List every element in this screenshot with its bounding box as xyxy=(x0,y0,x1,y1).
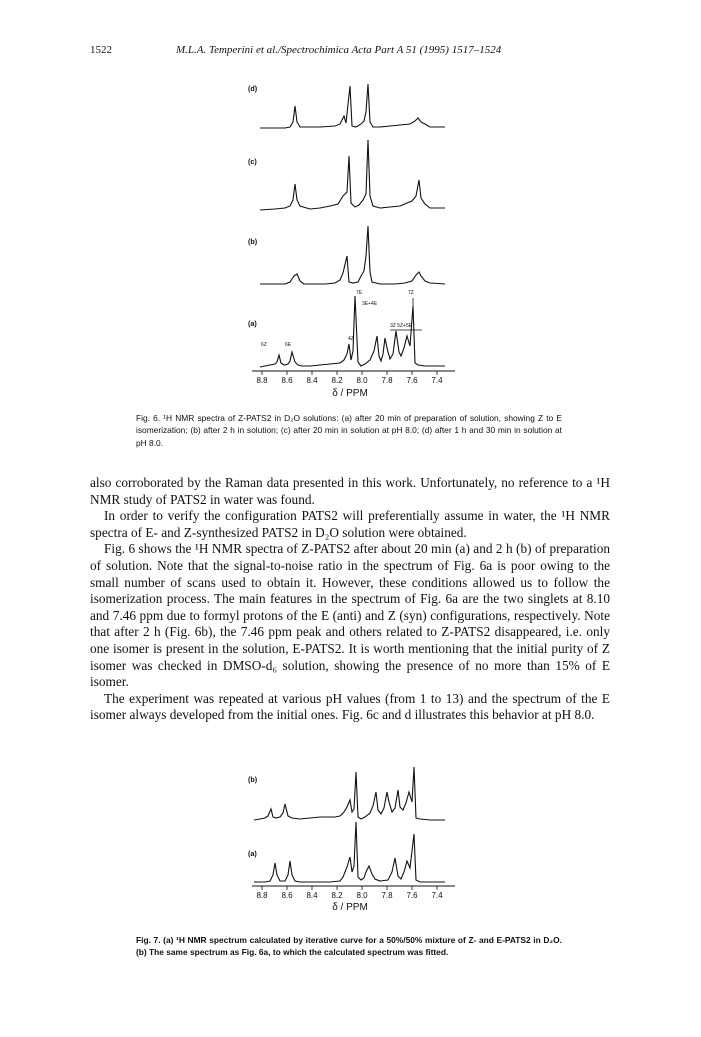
fig6-tick-label: 8.6 xyxy=(281,376,293,385)
fig6-caption-lead: Fig. 6. xyxy=(136,413,161,423)
spectrum-d xyxy=(260,84,445,128)
paragraph-1: also corroborated by the Raman data presented in this work. Unfortunately, no reference to a ¹H NMR study of PATS2 in water was found. xyxy=(90,475,610,507)
spectrum-c xyxy=(260,140,445,210)
spectrum-a xyxy=(260,296,445,367)
peak-label-6z: 6Z xyxy=(261,342,267,348)
fig7-caption-lead: Fig. 7. xyxy=(136,935,161,945)
figure-7 xyxy=(240,762,460,917)
fig7-x-axis-label: δ / PPM xyxy=(332,902,368,913)
fig6-tick-label: 8.0 xyxy=(356,376,368,385)
paragraph-4: The experiment was repeated at various pH values (from 1 to 13) and the spectrum of the E isomer always developed from the initial ones. Fig. 6c and d illustrates this behavior at pH 8.0. xyxy=(90,690,610,723)
panel-label-c: (c) xyxy=(248,157,257,166)
fig7-tick-label: 7.4 xyxy=(431,891,443,900)
fig7-caption-text: (a) ¹H NMR spectrum calculated by iterative curve for a 50%/50% mixture of Z- and E-PATS2 in D₂O. (b) The same spectrum as Fig. 6a, to which the calculated spectrum was fitted. xyxy=(136,935,562,958)
panel-label-b: (b) xyxy=(248,237,258,246)
panel-label-a: (a) xyxy=(248,319,257,328)
figure-7-spectra xyxy=(240,762,460,912)
fig6-tick-label: 8.2 xyxy=(331,376,343,385)
fig7-panel-label-b: (b) xyxy=(248,775,258,784)
peak-label-3z5z5e: 3Z 5Z+5E xyxy=(390,323,413,329)
fig7-tick-label: 8.2 xyxy=(331,891,343,900)
page-number: 1522 xyxy=(90,44,112,56)
fig6-x-axis-label: δ / PPM xyxy=(332,388,368,399)
peak-label-3e4e: 3E+4E xyxy=(362,301,378,307)
fig6-tick-label: 7.6 xyxy=(406,376,418,385)
paragraph-3: Fig. 6 shows the ¹H NMR spectra of Z-PATS2 after about 20 min (a) and 2 h (b) of preparation of solution. Note that the signal-to-noise ratio in the spectrum of Fig. 6a is poor owing to the small number of scans used to obtain it. However, these conditions allowed us to follow the isomerization process. The main features in the spectrum of Fig. 6a are the two singlets at 8.10 and 7.46 ppm due to formyl protons of the E (anti) and Z (syn) configurations, respectively. Note that after 2 h (Fig. 6b), the 7.46 ppm peak and others related to Z-PATS2 disappeared, i.e. only one isomer is present in the solution, E-PATS2. It is worth mentioning that the initial purity of Z isomer was checked in DMSO-d₆ solution, showing the presence of no more than 15% of E isomer. xyxy=(90,541,610,690)
fig7-tick-label: 8.4 xyxy=(306,891,318,900)
peak-label-4z: 4Z xyxy=(348,336,354,342)
fig6-caption-text: ¹H NMR spectra of Z-PATS2 in D₂O solutions: (a) after 20 min of preparation of solution, showing Z to E isomerization; (b) after 2 h in solution; (c) after 20 min in solution at pH 8.0; (d) after 1 h and 30 min in solution at pH 8.0. xyxy=(136,413,562,448)
fig7-tick-label: 7.6 xyxy=(406,891,418,900)
fig6-tick-label: 8.4 xyxy=(306,376,318,385)
fig6-tick-label: 7.4 xyxy=(431,376,443,385)
running-header-citation: M.L.A. Temperini et al./Spectrochimica Acta Part A 51 (1995) 1517–1524 xyxy=(176,44,502,56)
panel-label-d: (d) xyxy=(248,84,258,93)
fig7-tick-label: 7.8 xyxy=(381,891,393,900)
peak-label-6e: 6E xyxy=(285,342,292,348)
fig7-panel-label-a: (a) xyxy=(248,849,257,858)
figure-6-caption xyxy=(136,412,562,449)
spectrum-7a xyxy=(254,822,445,882)
peak-label-7z: 7Z xyxy=(408,290,414,296)
fig7-tick-label: 8.6 xyxy=(281,891,293,900)
figure-6-spectra xyxy=(240,76,460,386)
figure-7-caption xyxy=(136,934,562,959)
paragraph-2: In order to verify the configuration PATS2 will preferentially assume in water, the ¹H NMR spectra of E- and Z-synthesized PATS2 in D₂O solution were obtained. xyxy=(90,508,610,540)
body-text xyxy=(90,475,610,724)
fig7-tick-label: 8.8 xyxy=(256,891,268,900)
spectrum-b xyxy=(260,226,445,284)
fig6-tick-label: 7.8 xyxy=(381,376,393,385)
spectrum-7b xyxy=(254,767,445,820)
peak-label-7e: 7E xyxy=(356,290,363,296)
figure-6 xyxy=(240,76,460,399)
fig7-tick-label: 8.0 xyxy=(356,891,368,900)
fig6-tick-label: 8.8 xyxy=(256,376,268,385)
